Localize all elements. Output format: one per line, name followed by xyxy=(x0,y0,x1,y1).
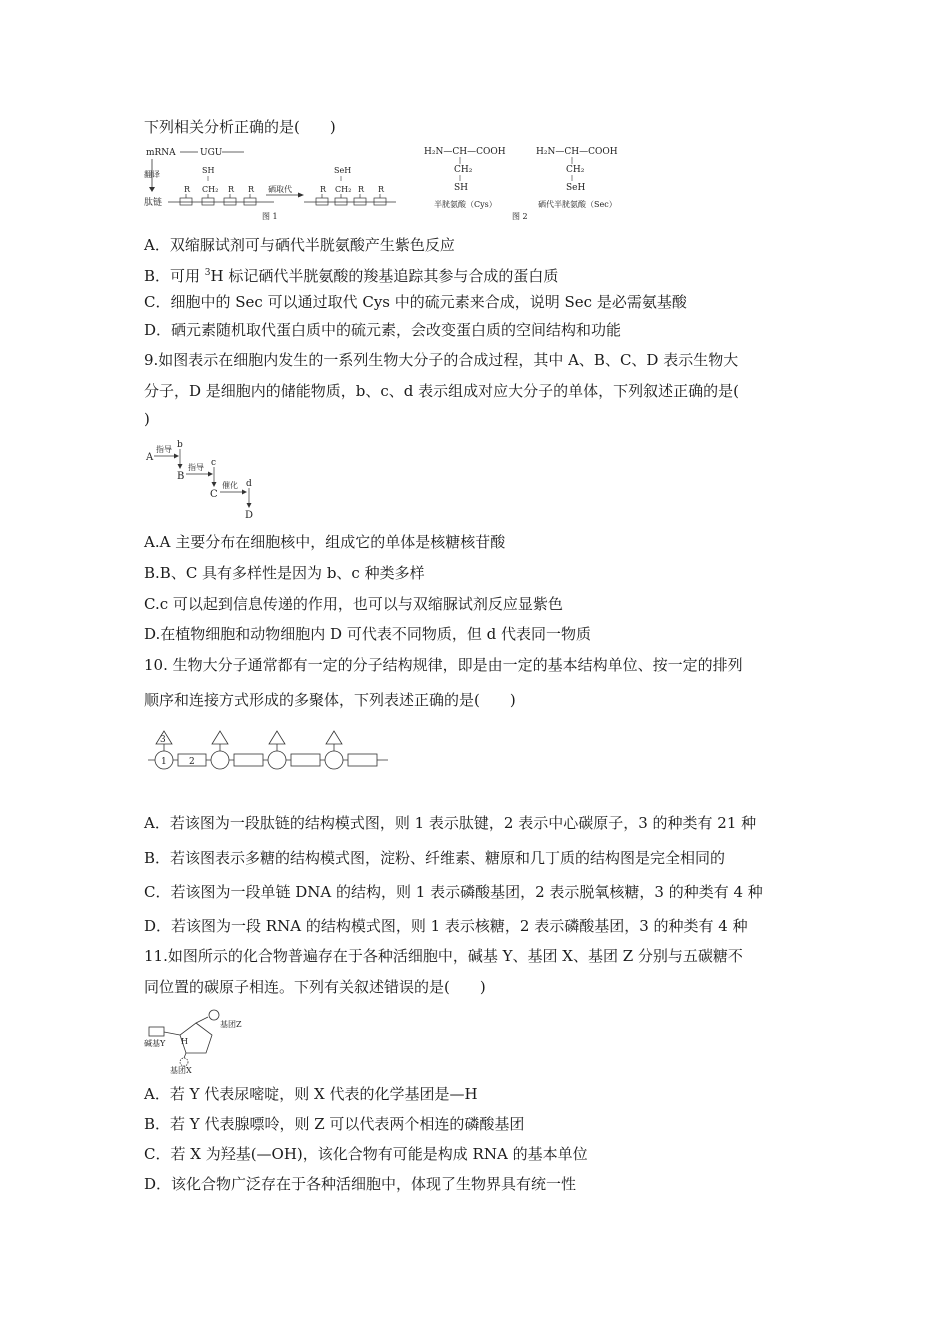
svg-text:催化: 催化 xyxy=(222,481,238,490)
q9-stem-line-1: 9.如图表示在细胞内发生的一系列生物大分子的合成过程，其中 A、B、C、D 表示生物大 xyxy=(144,351,739,369)
polymer-label-2: 2 xyxy=(189,757,195,767)
group-x-label: 基团X xyxy=(170,1066,192,1075)
base-y-label: 碱基Y xyxy=(144,1039,166,1048)
fig1-mrna-label: mRNA xyxy=(146,148,176,158)
q8-option-b: B．可用 $^3$H 标记硒代半胱氨酸的羧基追踪其参与合成的蛋白质 xyxy=(144,267,559,285)
q10-option-d: D．若该图为一段 RNA 的结构模式图，则 1 表示核糖，2 表示磷酸基团，3 的种类有 4 种 xyxy=(144,917,748,935)
q9-stem-line-3: ) xyxy=(144,410,150,428)
q10-option-c: C．若该图为一段单链 DNA 的结构，则 1 表示磷酸基团，2 表示脱氧核糖，3 的种类有 4 种 xyxy=(144,883,763,901)
q9-stem-line-2: 分子，D 是细胞内的储能物质，b、c、d 表示组成对应大分子的单体，下列叙述正确的是( xyxy=(144,382,740,400)
q11-stem-line-2: 同位置的碳原子相连。下列有关叙述错误的是( ) xyxy=(144,978,486,996)
polymer-label-1: 1 xyxy=(161,757,167,767)
q8-stem: 下列相关分析正确的是( ) xyxy=(144,118,336,136)
fig1-caption: 图 1 xyxy=(262,212,278,221)
q9-option-d: D.在植物细胞和动物细胞内 D 可代表不同物质，但 d 代表同一物质 xyxy=(144,625,591,643)
svg-text:CH₂: CH₂ xyxy=(335,185,352,194)
fig1-codon-label: UGU xyxy=(200,148,223,158)
polymer-label-3: 3 xyxy=(160,735,166,745)
group-z-label: 基团Z xyxy=(220,1020,242,1029)
q11-nucleotide-diagram xyxy=(144,1005,254,1075)
q8-option-c: C．细胞中的 Sec 可以通过取代 Cys 中的硫元素来合成，说明 Sec 是必需氨基酸 xyxy=(144,293,687,311)
svg-text:d: d xyxy=(246,479,252,489)
fig1-replace-label: 硒取代 xyxy=(268,185,292,194)
fig2-caption: 图 2 xyxy=(512,212,528,221)
fig1-chain-left xyxy=(168,194,274,205)
q10-polymer-diagram xyxy=(144,727,394,773)
q11-option-b: B．若 Y 代表腺嘌呤，则 Z 可以代表两个相连的磷酸基团 xyxy=(144,1115,525,1133)
svg-text:SH: SH xyxy=(202,166,215,175)
fig2-cys-formula: H₂N—CH—COOH xyxy=(424,147,506,157)
svg-text:R: R xyxy=(228,185,235,194)
fig1-chain-label: 肽链 xyxy=(144,198,163,208)
q10-stem-line-2: 顺序和连接方式形成的多聚体，下列表述正确的是( ) xyxy=(144,691,516,709)
svg-text:b: b xyxy=(177,440,183,450)
q8-figure-2 xyxy=(420,142,640,224)
svg-text:SeH: SeH xyxy=(334,166,352,175)
q9-option-b: B.B、C 具有多样性是因为 b、c 种类多样 xyxy=(144,564,425,582)
svg-text:R: R xyxy=(358,185,365,194)
svg-text:指导: 指导 xyxy=(188,463,204,472)
q8-option-a: A．双缩脲试剂可与硒代半胱氨酸产生紫色反应 xyxy=(144,236,455,254)
svg-text:R: R xyxy=(378,185,385,194)
h-label: H xyxy=(181,1037,188,1046)
q9-option-c: C.c 可以起到信息传递的作用，也可以与双缩脲试剂反应显紫色 xyxy=(144,595,563,613)
q11-stem-line-1: 11.如图所示的化合物普遍存在于各种活细胞中，碱基 Y、基团 X、基团 Z 分别与五碳糖不 xyxy=(144,947,743,965)
base-y-box xyxy=(149,1027,164,1036)
fig1-chain-right xyxy=(304,194,396,205)
q11-option-c: C．若 X 为羟基(—OH)，该化合物有可能是构成 RNA 的基本单位 xyxy=(144,1145,588,1163)
svg-text:CH₂: CH₂ xyxy=(454,165,473,175)
group-x-circle xyxy=(180,1058,188,1066)
svg-text:指导: 指导 xyxy=(156,445,172,454)
polymer-triangles xyxy=(156,731,342,744)
polymer-links xyxy=(164,744,334,751)
fig2-sec-name: 硒代半胱氨酸（Sec） xyxy=(538,200,617,209)
q8-figure-1 xyxy=(144,143,404,223)
q10-option-b: B．若该图表示多糖的结构模式图，淀粉、纤维素、糖原和几丁质的结构图是完全相同的 xyxy=(144,849,726,867)
fig1-translate-label: 翻译 xyxy=(144,170,160,179)
svg-text:B: B xyxy=(177,471,185,482)
svg-text:SeH: SeH xyxy=(566,183,586,193)
q8-option-d: D．硒元素随机取代蛋白质中的硫元素，会改变蛋白质的空间结构和功能 xyxy=(144,321,622,339)
svg-text:CH₂: CH₂ xyxy=(566,165,585,175)
svg-text:C: C xyxy=(210,489,218,500)
svg-text:D: D xyxy=(245,510,254,521)
svg-text:CH₂: CH₂ xyxy=(202,185,219,194)
svg-text:R: R xyxy=(184,185,191,194)
q9-option-a: A.A 主要分布在细胞核中，组成它的单体是核糖核苷酸 xyxy=(144,533,506,551)
q11-option-d: D．该化合物广泛存在于各种活细胞中，体现了生物界具有统一性 xyxy=(144,1175,577,1193)
group-z-circle xyxy=(209,1010,219,1020)
q11-option-a: A．若 Y 代表尿嘧啶，则 X 代表的化学基团是—H xyxy=(144,1085,478,1103)
svg-text:R: R xyxy=(320,185,327,194)
q10-stem-line-1: 10. 生物大分子通常都有一定的分子结构规律，即是由一定的基本结构单位、按一定的排列 xyxy=(144,656,743,674)
fig2-cys-name: 半胱氨酸（Cys） xyxy=(434,200,497,209)
fig2-sec-formula: H₂N—CH—COOH xyxy=(536,147,618,157)
q10-option-a: A．若该图为一段肽链的结构模式图，则 1 表示肽键，2 表示中心碳原子，3 的种类有 21 种 xyxy=(144,814,757,832)
q9-synthesis-diagram xyxy=(144,436,264,522)
svg-text:R: R xyxy=(248,185,255,194)
svg-text:SH: SH xyxy=(454,183,469,193)
svg-text:c: c xyxy=(211,458,217,468)
svg-text:A: A xyxy=(146,452,154,463)
